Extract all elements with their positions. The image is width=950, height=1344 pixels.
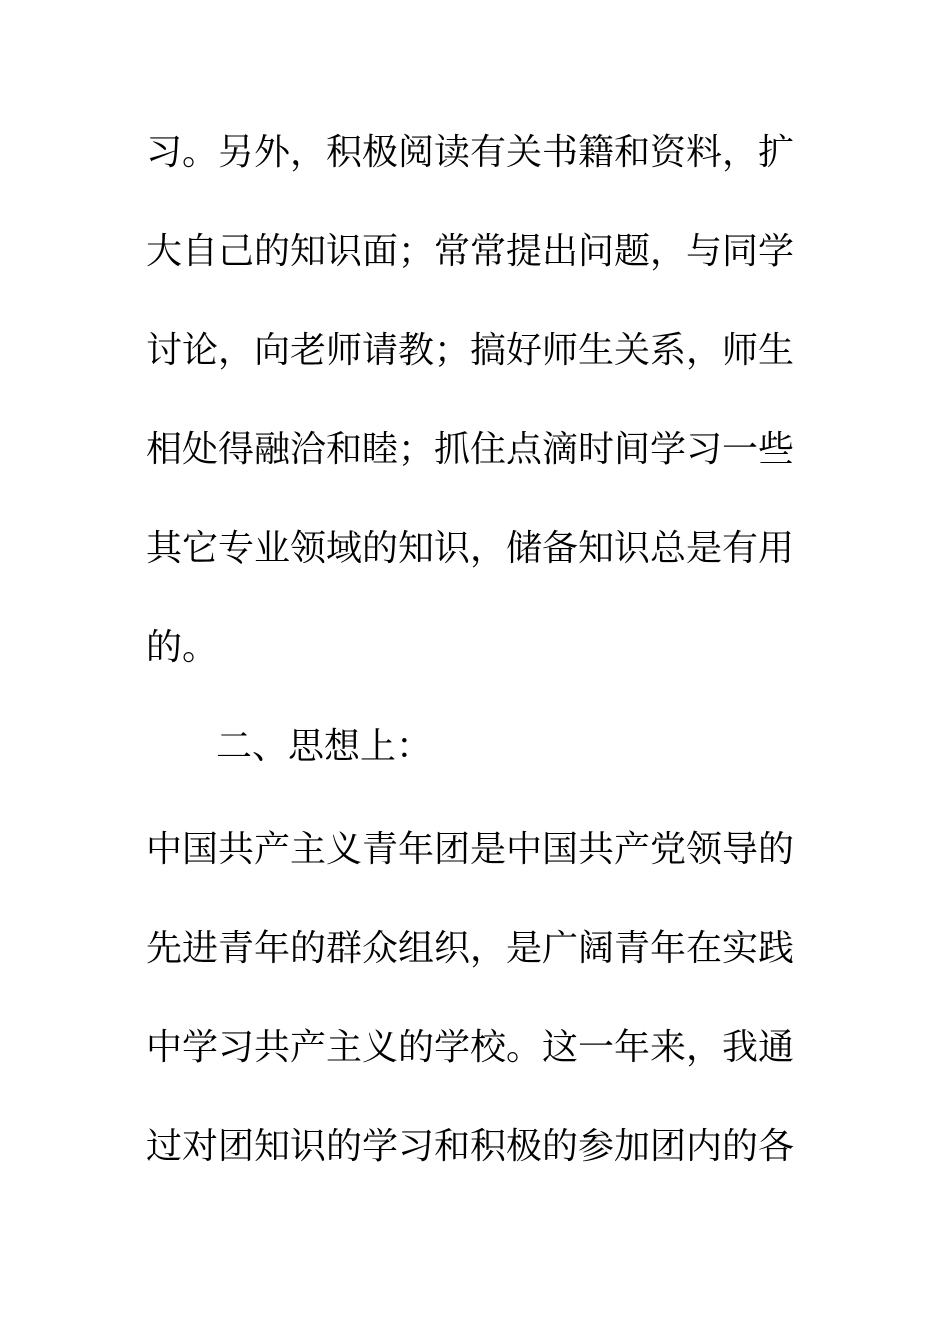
paragraph-line: 相处得融洽和睦；抓住点滴时间学习一些: [146, 429, 795, 470]
paragraph-line: 习。另外，积极阅读有关书籍和资料，扩: [146, 132, 795, 173]
paragraph-line: 的。: [146, 627, 219, 668]
paragraph-line: 过对团知识的学习和积极的参加团内的各: [146, 1126, 795, 1167]
paragraph-line: 讨论，向老师请教；搞好师生关系，师生: [146, 330, 795, 371]
paragraph-line: 中学习共产主义的学校。这一年来，我通: [146, 1027, 795, 1068]
paragraph-line: 先进青年的群众组织，是广阔青年在实践: [146, 928, 795, 969]
paragraph-line: 其它专业领域的知识，储备知识总是有用: [146, 528, 795, 569]
section-heading: 二、思想上：: [216, 726, 433, 767]
paragraph-line: 中国共产主义青年团是中国共产党领导的: [146, 829, 795, 870]
paragraph-line: 大自己的知识面；常常提出问题，与同学: [146, 231, 795, 272]
